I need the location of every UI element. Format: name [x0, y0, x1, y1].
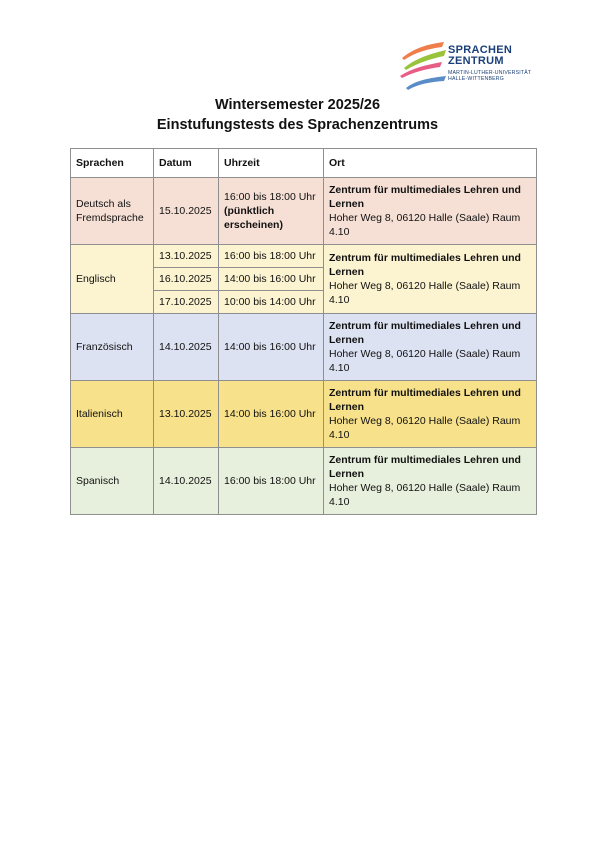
location-cell: [324, 448, 537, 515]
date-cell: 17.10.2025: [154, 291, 219, 314]
column-header-language: Sprachen: [71, 149, 154, 178]
logo-wordmark: [448, 45, 512, 67]
language-cell: Französisch: [71, 314, 154, 381]
date-cell: 14.10.2025: [154, 314, 219, 381]
date-cell: 13.10.2025: [154, 381, 219, 448]
sprachenzentrum-logo: [398, 38, 548, 96]
logo-sub-line-2: HALLE-WITTENBERG: [448, 76, 504, 82]
logo-subtitle: [448, 70, 531, 82]
language-cell: Italienisch: [71, 381, 154, 448]
column-header-location: Ort: [324, 149, 537, 178]
table-row-spanisch: [71, 448, 537, 515]
location-name: Zentrum für multimediales Lehren und Lernen: [329, 454, 521, 480]
time-cell: 16:00 bis 18:00 Uhr: [219, 245, 324, 268]
time-cell: 10:00 bis 14:00 Uhr: [219, 291, 324, 314]
location-name: Zentrum für multimediales Lehren und Lernen: [329, 320, 521, 346]
date-cell: 13.10.2025: [154, 245, 219, 268]
time-cell: [219, 178, 324, 245]
location-address: Hoher Weg 8, 06120 Halle (Saale) Raum 4.10: [329, 482, 521, 508]
logo-line-2: ZENTRUM: [448, 55, 504, 67]
logo-sub-line-1: MARTIN-LUTHER-UNIVERSITÄT: [448, 70, 532, 76]
date-cell: 14.10.2025: [154, 448, 219, 515]
language-cell: Englisch: [71, 245, 154, 314]
location-name: Zentrum für multimediales Lehren und Lernen: [329, 252, 521, 278]
location-cell: [324, 245, 537, 314]
column-header-time: Uhrzeit: [219, 149, 324, 178]
time-cell: 14:00 bis 16:00 Uhr: [219, 314, 324, 381]
schedule-table: [70, 148, 537, 515]
location-cell: [324, 178, 537, 245]
location-address: Hoher Weg 8, 06120 Halle (Saale) Raum 4.10: [329, 280, 521, 306]
date-cell: 16.10.2025: [154, 268, 219, 291]
logo-line-1: SPRACHEN: [448, 44, 513, 56]
date-cell: 15.10.2025: [154, 178, 219, 245]
location-address: Hoher Weg 8, 06120 Halle (Saale) Raum 4.10: [329, 348, 521, 374]
language-cell: Deutsch als Fremdsprache: [71, 178, 154, 245]
time-note: (pünktlich erscheinen): [224, 205, 283, 231]
location-name: Zentrum für multimediales Lehren und Lernen: [329, 184, 521, 210]
column-header-date: Datum: [154, 149, 219, 178]
time-text: 16:00 bis 18:00 Uhr: [224, 191, 316, 203]
table-row-englisch: [71, 245, 537, 268]
logo-swoosh-icon: [398, 38, 448, 96]
table-row-deutsch: [71, 178, 537, 245]
location-address: Hoher Weg 8, 06120 Halle (Saale) Raum 4.10: [329, 212, 521, 238]
location-name: Zentrum für multimediales Lehren und Lernen: [329, 387, 521, 413]
location-cell: [324, 314, 537, 381]
time-cell: 14:00 bis 16:00 Uhr: [219, 381, 324, 448]
table-header-row: [71, 149, 537, 178]
table-row-italienisch: [71, 381, 537, 448]
time-cell: 14:00 bis 16:00 Uhr: [219, 268, 324, 291]
language-cell: Spanisch: [71, 448, 154, 515]
page-subtitle: Einstufungstests des Sprachenzentrums: [156, 117, 439, 133]
page-title: Wintersemester 2025/26: [214, 97, 381, 113]
table-row-franzoesisch: [71, 314, 537, 381]
location-cell: [324, 381, 537, 448]
time-cell: 16:00 bis 18:00 Uhr: [219, 448, 324, 515]
location-address: Hoher Weg 8, 06120 Halle (Saale) Raum 4.10: [329, 415, 521, 441]
